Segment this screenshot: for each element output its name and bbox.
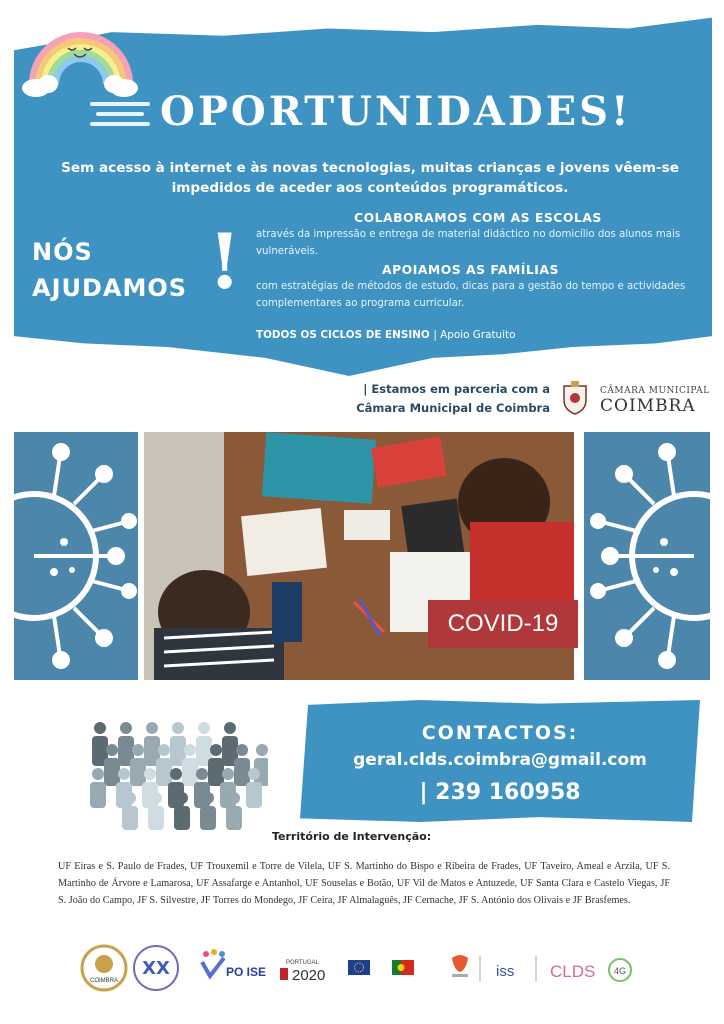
person-silhouette — [182, 744, 198, 786]
svg-text:XX: XX — [142, 958, 170, 979]
page-title: OPORTUNIDADES! — [160, 88, 632, 135]
person-silhouette — [156, 744, 172, 786]
we-help-line-2: AJUDAMOS — [32, 274, 188, 302]
network-seal-logo — [134, 946, 178, 990]
municipal-logo-small-text: CÂMARA MUNICIPAL — [600, 386, 710, 396]
covid-label: COVID-19 — [428, 600, 578, 648]
decorative-lines — [90, 96, 150, 132]
intro-text: Sem acesso à internet e às novas tecnologias, muitas crianças e jovens vêem-se impedidos de aceder aos conteúdos programáticos. — [61, 160, 679, 196]
person-silhouette — [122, 792, 138, 830]
contact-email-link[interactable]: geral.clds.coimbra@gmail.com — [353, 750, 647, 770]
people-group-icon — [82, 712, 268, 844]
portugal2020-mark — [280, 968, 288, 980]
education-cycles-line — [256, 329, 515, 341]
person-silhouette — [208, 744, 224, 786]
person-silhouette — [90, 768, 106, 808]
person-silhouette — [130, 744, 146, 786]
contacts-heading: CONTACTOS: — [421, 722, 579, 744]
left-virus-panel — [14, 432, 138, 680]
territory-text: UF Eiras e S. Paulo de Frades, UF Trouxemil e Torre de Vilela, UF S. Martinho do Bispo e Ribeira de Frades, UF Taveiro, Ameal e Arzila, UF S. Martinho de Árvore e Lamarosa, UF Assafarge e Antanhol, UF Souselas e Botão, UF Vil de Matos e Antuzede, UF Santa Clara e Castelo Viegas, JF S. João do Campo, JF S. Silvestre, JF Torres do Mondego, JF Ceira, JF Almalaguês, JF Cernache, JF S. António dos Olivais e JF Brasfemes. — [58, 861, 670, 906]
portugal2020-logo-text: 2020 — [292, 967, 326, 984]
partner-logos-row — [80, 944, 670, 994]
cycles-label: TODOS OS CICLOS DE ENSINO — [256, 329, 430, 341]
clds-logo-text: CLDS — [550, 962, 596, 981]
exclamation-mark: ! — [208, 217, 242, 306]
portugal-flag-logo — [392, 960, 414, 975]
person-silhouette — [226, 792, 242, 830]
portugal-logo-text: PORTUGAL — [286, 960, 319, 966]
we-help-line-1: NÓS — [32, 238, 93, 266]
municipal-logo-big-text: COIMBRA — [600, 396, 696, 416]
territory-heading: Território de Intervenção: — [272, 830, 432, 843]
iss-logo-text: iss — [496, 963, 515, 980]
schools-text: através da impressão e entrega de material didáctico no domicílio dos alunos mais vulneráveis. — [256, 229, 681, 257]
virus-icon — [584, 432, 710, 680]
government-emblem-logo — [452, 955, 468, 977]
partnership-text — [340, 380, 550, 418]
schools-heading: COLABORAMOS COM AS ESCOLAS — [354, 210, 602, 225]
families-heading: APOIAMOS AS FAMÍLIAS — [382, 262, 559, 277]
families-text: com estratégias de métodos de estudo, dicas para a gestão do tempo e actividades complementares ao programa curricular. — [256, 281, 686, 309]
rainbow-icon — [22, 22, 140, 98]
clds-gen-text: 4G — [613, 966, 627, 976]
person-silhouette — [200, 792, 216, 830]
poise-logo — [202, 949, 225, 976]
person-silhouette — [148, 792, 164, 830]
person-silhouette — [234, 744, 250, 786]
virus-icon — [14, 432, 138, 680]
we-help-heading — [32, 234, 212, 306]
partnership-line-1: | Estamos em parceria com a — [363, 382, 550, 396]
coimbra-crest-icon — [560, 380, 590, 416]
person-silhouette — [246, 768, 262, 808]
person-silhouette — [254, 744, 268, 786]
poise-logo-text: PO ISE — [226, 965, 267, 979]
contact-phone[interactable]: | 239 160958 — [419, 780, 581, 805]
person-silhouette — [104, 744, 120, 786]
right-virus-panel — [584, 432, 710, 680]
free-support-label: | Apoio Gratuito — [433, 329, 516, 341]
person-silhouette — [174, 792, 190, 830]
coimbra-logo-text: COIMBRA — [89, 978, 119, 984]
partnership-line-2: Câmara Municipal de Coimbra — [356, 401, 550, 415]
eu-flag-logo — [348, 960, 370, 975]
